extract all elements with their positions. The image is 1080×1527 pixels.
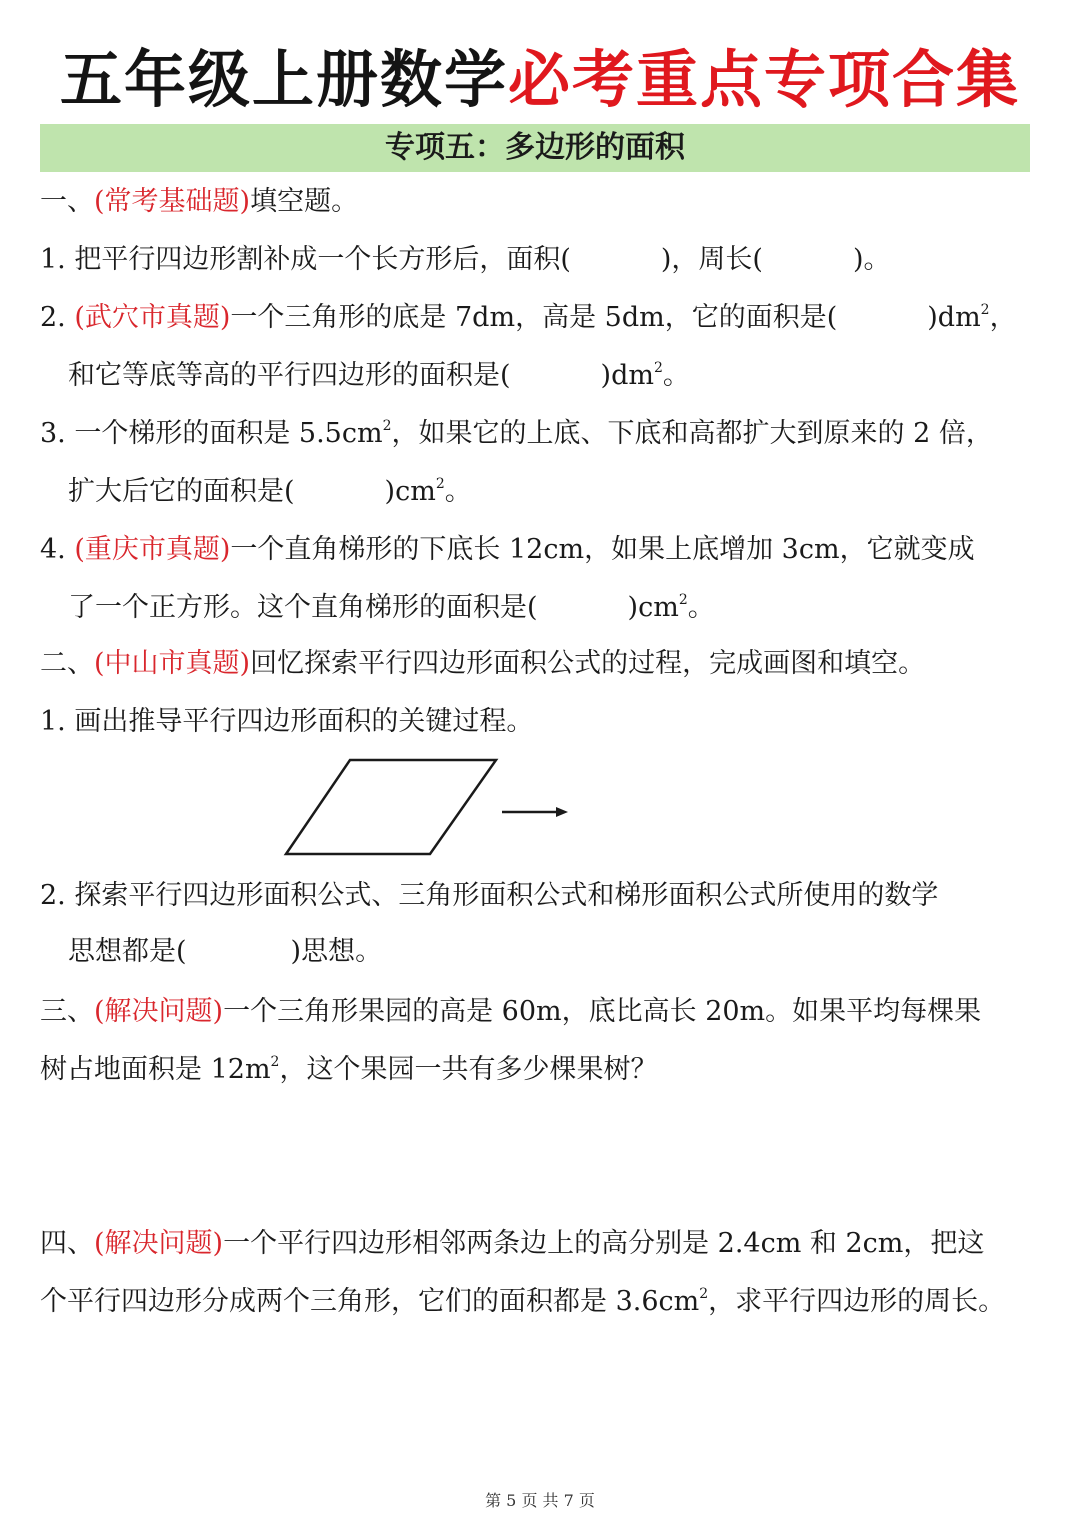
question-4-line-1 [40,528,1040,572]
section-4-line-2 [40,1280,1040,1324]
title-black-part: 五年级上册数学 [59,43,508,116]
question-2-line-2 [68,354,1038,398]
q4-l2-text-b: )cm [627,592,679,623]
section-4-l2-text-b: ，求平行四边形的周长。 [708,1286,1006,1317]
section-1-text: 填空题。 [250,186,359,217]
section-1-tag: (常考基础题) [94,186,251,217]
question-2-line-1 [40,296,1040,340]
s2q2-text-a: 思想都是( [68,936,187,967]
q2-text-a: 一个三角形的底是 7dm，高是 5dm，它的面积是( [230,302,838,333]
section-4-text-a: 一个平行四边形相邻两条边上的高分别是 2.4cm 和 2cm，把这 [223,1228,985,1259]
section-2-question-1: 1. 画出推导平行四边形面积的关键过程。 [40,706,534,737]
question-4-line-2 [68,586,1038,630]
section-2-num: 二、 [40,648,94,679]
q2-l2-sup: 2 [653,360,663,376]
section-1-heading [40,180,1040,224]
q4-text-a: 一个直角梯形的下底长 12cm，如果上底增加 3cm，它就变成 [230,534,975,565]
page-title [0,30,1080,130]
arrow-head-icon [556,807,568,817]
page-footer: 第 5 页 共 7 页 [485,1491,595,1510]
q3-l2-sup: 2 [435,476,445,492]
section-2-text: 回忆探索平行四边形面积公式的过程，完成画图和填空。 [250,648,926,679]
q4-tag: (重庆市真题) [74,534,231,565]
q3-text-b: ，如果它的上底、下底和高都扩大到原来的 2 倍， [391,418,993,449]
q2-sup: 2 [980,302,990,318]
section-4-l2-sup: 2 [699,1286,709,1302]
section-3-line-2 [40,1048,1040,1092]
section-4-tag: (解决问题) [94,1228,224,1259]
section-3-text-a: 一个三角形果园的高是 60m，底比高长 20m。如果平均每棵果 [223,996,982,1027]
q2-l2-text-b: )dm [600,360,654,391]
section-2-question-2-line-2 [68,930,1038,974]
q4-l2-sup: 2 [678,592,688,608]
title-red-part: 必考重点专项合集 [508,43,1021,116]
section-3-line-1 [40,990,1040,1034]
section-1-num: 一、 [40,186,94,217]
section-3-l2-text-a: 树占地面积是 12m [40,1054,271,1085]
q3-sup: 2 [382,418,392,434]
q2-text-b: )dm [927,302,981,333]
section-banner: 专项五：多边形的面积 [40,124,1030,172]
q2-num: 2. [40,302,75,333]
section-3-l2-sup: 2 [270,1054,280,1070]
question-3-line-2 [68,470,1038,514]
section-2-heading [40,642,1040,686]
section-2-tag: (中山市真题) [94,648,251,679]
section-3-num: 三、 [40,996,94,1027]
q2-text-c: ， [989,302,1017,333]
section-3-l2-text-b: ，这个果园一共有多少棵果树？ [279,1054,658,1085]
parallelogram-shape [286,760,496,854]
section-2-question-2-line-1: 2. 探索平行四边形面积公式、三角形面积公式和梯形面积公式所使用的数学 [40,880,939,911]
q3-l2-text-b: )cm [384,476,436,507]
q1-text-c: )。 [852,244,891,275]
section-4-l2-text-a: 个平行四边形分成两个三角形，它们的面积都是 3.6cm [40,1286,700,1317]
q3-l2-text-a: 扩大后它的面积是( [68,476,295,507]
q4-l2-text-c: 。 [687,592,715,623]
q4-num: 4. [40,534,75,565]
q2-l2-text-a: 和它等底等高的平行四边形的面积是( [68,360,511,391]
q4-l2-text-a: 了一个正方形。这个直角梯形的面积是( [68,592,538,623]
q1-text-a: 1. 把平行四边形割补成一个长方形后，面积( [40,244,571,275]
section-4-num: 四、 [40,1228,94,1259]
question-3-line-1 [40,412,1040,456]
q2-tag: (武穴市真题) [74,302,231,333]
q3-text-a: 3. 一个梯形的面积是 5.5cm [40,418,383,449]
question-1 [40,238,1040,282]
q1-text-b: )，周长( [660,244,763,275]
q3-l2-text-c: 。 [444,476,472,507]
s2q2-text-b: )思想。 [290,936,383,967]
q2-l2-text-c: 。 [662,360,690,391]
section-4-line-1 [40,1222,1040,1266]
parallelogram-figure [280,752,580,862]
section-3-tag: (解决问题) [94,996,224,1027]
